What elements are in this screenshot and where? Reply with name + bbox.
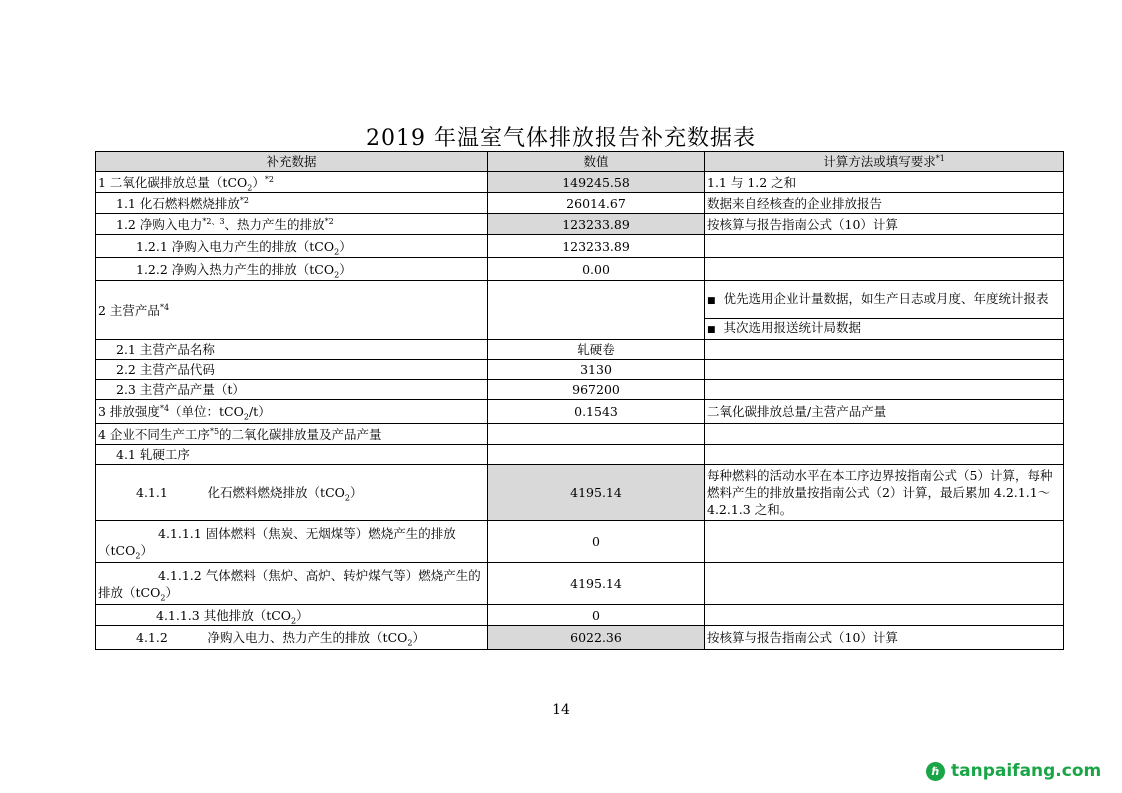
row-label: 2.1 主营产品名称	[96, 340, 488, 360]
label-sub: 2	[135, 551, 141, 560]
row-method	[705, 563, 1064, 605]
row-method	[705, 424, 1064, 445]
row-value: 4195.14	[488, 465, 705, 521]
table-row	[96, 235, 1064, 258]
label-sup: *2、3	[202, 216, 225, 226]
leaf-logo-icon: ℏ	[926, 762, 945, 781]
row-method	[705, 235, 1064, 258]
label-tail: ）	[296, 607, 309, 623]
table-row	[96, 563, 1064, 605]
table-row	[96, 380, 1064, 400]
row-method	[705, 281, 1064, 319]
method-text: 优先选用企业计量数据，如生产日志或月度、年度统计报表	[723, 290, 1049, 306]
table-row	[96, 193, 1064, 214]
label-text: 1.2.2 净购入热力产生的排放（tCO	[136, 261, 335, 277]
row-label	[96, 281, 488, 340]
label-sub: 2	[334, 270, 340, 279]
table-row	[96, 340, 1064, 360]
label-tail: （单位：tCO	[169, 404, 244, 419]
row-label	[96, 235, 488, 258]
row-value: 123233.89	[488, 235, 705, 258]
row-value: 0.00	[488, 258, 705, 281]
label-sub: 2	[291, 616, 297, 625]
row-method: 按核算与报告指南公式（10）计算	[705, 214, 1064, 235]
square-bullet-icon: ■	[707, 295, 716, 306]
label-text: 1.2 净购入电力	[116, 216, 203, 232]
supplementary-data-table	[95, 151, 1064, 650]
row-value: 6022.36	[488, 626, 705, 650]
table-row	[96, 605, 1064, 626]
label-sup: *4	[159, 403, 170, 413]
label-sub: 2	[344, 493, 350, 503]
col-header-data: 补充数据	[96, 152, 488, 172]
row-label	[96, 193, 488, 214]
table-row	[96, 424, 1064, 445]
col-header-method	[705, 152, 1064, 172]
label-sup: *4	[159, 302, 170, 312]
row-method	[705, 380, 1064, 400]
col-header-method-sup: *1	[935, 153, 945, 163]
label-sub: 2	[407, 638, 413, 648]
label-text: 3 排放强度	[98, 404, 160, 419]
label-tail2: /t）	[248, 404, 271, 419]
row-label	[96, 465, 488, 521]
table-row	[96, 400, 1064, 424]
label-text: 1 二氧化碳排放总量（tCO	[98, 174, 248, 190]
label-sub: 2	[334, 247, 340, 256]
label-tail: ）	[412, 630, 425, 645]
label-text: 1.1 化石燃料燃烧排放	[116, 195, 240, 211]
label-tail: ）	[252, 174, 265, 190]
col-header-method-label: 计算方法或填写要求	[823, 154, 936, 169]
label-text: 2 主营产品	[98, 302, 160, 318]
label-text: 4.1.1.1 固体燃料（焦炭、无烟煤等）燃烧产生的排放（tCO	[98, 525, 456, 558]
label-tail: ）	[339, 238, 352, 254]
row-value: 149245.58	[488, 172, 705, 193]
row-value: 0	[488, 521, 705, 563]
table-row	[96, 281, 1064, 319]
label-text: 4.1.2 净购入电力、热力产生的排放（tCO	[136, 630, 408, 645]
label-tail: ）	[140, 542, 153, 558]
label-sub: 2	[247, 183, 253, 192]
label-text: 4.1.1.2 气体燃料（焦炉、高炉、转炉煤气等）燃烧产生的排放（tCO	[98, 567, 481, 600]
label-text: 4.1.1.3 其他排放（tCO	[156, 607, 292, 623]
table-row	[96, 214, 1064, 235]
row-value: 0	[488, 605, 705, 626]
page-number: 14	[552, 702, 570, 718]
row-method	[705, 360, 1064, 380]
label-text: 4.1.1 化石燃料燃烧排放（tCO	[136, 485, 345, 500]
page-title: 2019 年温室气体排放报告补充数据表	[366, 126, 756, 151]
label-sup: *2	[239, 195, 249, 205]
row-value: 轧硬卷	[488, 340, 705, 360]
row-method	[705, 445, 1064, 465]
row-label	[96, 258, 488, 281]
table-row	[96, 465, 1064, 521]
row-method: 每种燃料的活动水平在本工序边界按指南公式（5）计算，每种燃料产生的排放量按指南公式（2）计算，最后累加 4.2.1.1～4.2.1.3 之和。	[705, 465, 1064, 521]
label-sup: *2	[264, 174, 274, 184]
logo-text: tanpaifang.com	[951, 761, 1102, 781]
row-method	[705, 319, 1064, 340]
row-value: 26014.67	[488, 193, 705, 214]
row-method	[705, 521, 1064, 563]
row-label	[96, 626, 488, 650]
row-label: 2.3 主营产品产量（t）	[96, 380, 488, 400]
row-label	[96, 563, 488, 605]
row-label: 4.1 轧硬工序	[96, 445, 488, 465]
row-label	[96, 521, 488, 563]
row-method	[705, 258, 1064, 281]
label-tail: ）	[339, 261, 352, 277]
row-method: 数据来自经核查的企业排放报告	[705, 193, 1064, 214]
row-value	[488, 445, 705, 465]
table-row	[96, 626, 1064, 650]
row-label: 2.2 主营产品代码	[96, 360, 488, 380]
table-row	[96, 521, 1064, 563]
row-value: 0.1543	[488, 400, 705, 424]
row-label	[96, 172, 488, 193]
row-label	[96, 605, 488, 626]
row-value: 4195.14	[488, 563, 705, 605]
row-value: 3130	[488, 360, 705, 380]
row-method: 按核算与报告指南公式（10）计算	[705, 626, 1064, 650]
row-method	[705, 340, 1064, 360]
method-text: 其次选用报送统计局数据	[723, 320, 862, 335]
label-text: 4 企业不同生产工序	[98, 426, 210, 442]
row-method: 二氧化碳排放总量/主营产品产量	[705, 400, 1064, 424]
table-row	[96, 258, 1064, 281]
label-tail: ）	[349, 485, 363, 500]
col-header-value: 数值	[488, 152, 705, 172]
label-text: 1.2.1 净购入电力产生的排放（tCO	[136, 238, 335, 254]
label-tail: 的二氧化碳排放量及产品产量	[219, 426, 382, 442]
row-value	[488, 281, 705, 340]
square-bullet-icon: ■	[707, 325, 716, 335]
label-sup2: *2	[324, 216, 334, 226]
row-method	[705, 605, 1064, 626]
table-row	[96, 445, 1064, 465]
table-header-row	[96, 152, 1064, 172]
row-label	[96, 400, 488, 424]
row-label	[96, 214, 488, 235]
row-value: 967200	[488, 380, 705, 400]
site-logo[interactable]	[926, 761, 1101, 781]
label-sub: 2	[243, 412, 249, 422]
label-sub: 2	[160, 593, 166, 602]
row-method: 1.1 与 1.2 之和	[705, 172, 1064, 193]
row-value	[488, 424, 705, 445]
table-row	[96, 360, 1064, 380]
table-row	[96, 172, 1064, 193]
row-value: 123233.89	[488, 214, 705, 235]
row-label	[96, 424, 488, 445]
label-tail: 、热力产生的排放	[224, 216, 325, 232]
label-tail: ）	[165, 584, 178, 600]
label-sup: *5	[209, 426, 220, 436]
